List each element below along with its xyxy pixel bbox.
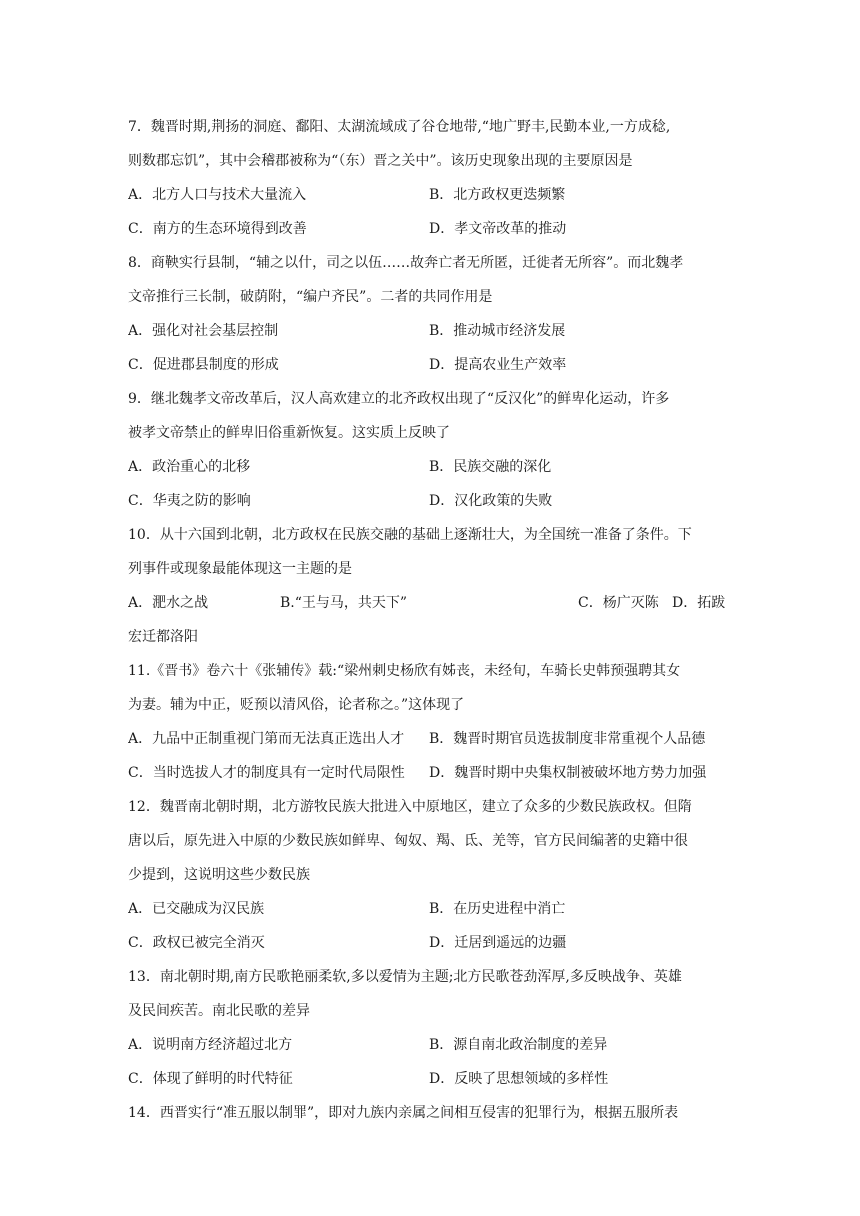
question-stem-line: 10．从十六国到北朝，北方政权在民族交融的基础上逐渐壮大，为全国统一准备了条件。下 bbox=[128, 527, 692, 543]
question-stem-line: 列事件或现象最能体现这一主题的是 bbox=[128, 561, 352, 577]
question-13 bbox=[128, 960, 733, 1096]
question-10 bbox=[128, 518, 733, 654]
question-stem-line: 12．魏晋南北朝时期，北方游牧民族大批进入中原地区，建立了众多的少数民族政权。但隋 bbox=[128, 799, 692, 815]
option-row bbox=[128, 892, 733, 926]
question-8 bbox=[128, 246, 733, 382]
question-7 bbox=[128, 110, 733, 246]
question-stem-line: 文帝推行三长制，破荫附，“编户齐民”。二者的共同作用是 bbox=[128, 289, 493, 305]
option-c: C．南方的生态环境得到改善 bbox=[128, 221, 307, 237]
option-d: D．迁居到遥远的边疆 bbox=[429, 935, 567, 951]
option-d-continuation: 宏迁都洛阳 bbox=[128, 629, 198, 645]
option-row bbox=[128, 1062, 733, 1096]
option-a: A．已交融成为汉民族 bbox=[128, 901, 265, 917]
option-row bbox=[128, 756, 733, 790]
question-stem-line: 少提到，这说明这些少数民族 bbox=[128, 867, 310, 883]
question-stem-line: 8．商鞅实行县制，“辅之以什，司之以伍……故奔亡者无所匿，迁徙者无所容”。而北魏孝 bbox=[128, 255, 684, 271]
option-c: C．华夷之防的影响 bbox=[128, 493, 251, 509]
question-14 bbox=[128, 1096, 733, 1130]
question-11 bbox=[128, 654, 733, 790]
question-stem-line: 则数郡忘饥”，其中会稽郡被称为“（东）晋之关中”。该历史现象出现的主要原因是 bbox=[128, 153, 633, 169]
option-row bbox=[128, 484, 733, 518]
option-c: C．促进郡县制度的形成 bbox=[128, 357, 279, 373]
question-stem-line: 13．南北朝时期,南方民歌艳丽柔软,多以爱情为主题;北方民歌苍劲浑厚,多反映战争、英雄 bbox=[128, 969, 682, 985]
option-d: D．拓跋 bbox=[672, 595, 726, 611]
option-c: C．当时选拔人才的制度具有一定时代局限性 bbox=[128, 765, 405, 781]
option-a: A．淝水之战 bbox=[128, 595, 209, 611]
option-c: C．政权已被完全消灭 bbox=[128, 935, 265, 951]
option-b: B．魏晋时期官员选拔制度非常重视个人品德 bbox=[429, 731, 706, 747]
question-9 bbox=[128, 382, 733, 518]
option-row bbox=[128, 212, 733, 246]
question-12 bbox=[128, 790, 733, 960]
question-stem-line: 11.《晋书》卷六十《张辅传》载:“梁州刺史杨欣有姊丧，未经旬，车骑长史韩预强聘其女 bbox=[128, 663, 681, 679]
question-stem-line: 7．魏晋时期,荆扬的洞庭、鄱阳、太湖流域成了谷仓地带,“地广野丰,民勤本业,一方成稔, bbox=[128, 119, 671, 135]
question-stem-line: 为妻。辅为中正，贬预以清风俗，论者称之。”这体现了 bbox=[128, 697, 465, 713]
option-b: B．推动城市经济发展 bbox=[429, 323, 566, 339]
option-b: B．在历史进程中消亡 bbox=[429, 901, 566, 917]
option-d: D．汉化政策的失败 bbox=[429, 493, 553, 509]
question-list bbox=[128, 110, 733, 1130]
option-row bbox=[128, 348, 733, 382]
option-row bbox=[128, 586, 733, 620]
question-stem-line: 被孝文帝禁止的鲜卑旧俗重新恢复。这实质上反映了 bbox=[128, 425, 450, 441]
option-b: B．北方政权更迭频繁 bbox=[429, 187, 566, 203]
option-row bbox=[128, 178, 733, 212]
option-row bbox=[128, 722, 733, 756]
option-a: A．说明南方经济超过北方 bbox=[128, 1037, 293, 1053]
option-b: B．源自南北政治制度的差异 bbox=[429, 1037, 608, 1053]
question-stem-line: 及民间疾苦。南北民歌的差异 bbox=[128, 1003, 310, 1019]
option-d: D．孝文帝改革的推动 bbox=[429, 221, 567, 237]
option-row bbox=[128, 450, 733, 484]
option-a: A．九品中正制重视门第而无法真正选出人才 bbox=[128, 731, 405, 747]
question-stem-line: 14．西晋实行“准五服以制罪”，即对九族内亲属之间相互侵害的犯罪行为，根据五服所表 bbox=[128, 1105, 679, 1121]
option-d: D．反映了思想领域的多样性 bbox=[429, 1071, 609, 1087]
option-row bbox=[128, 1028, 733, 1062]
option-row bbox=[128, 926, 733, 960]
option-a: A．政治重心的北移 bbox=[128, 459, 251, 475]
option-row bbox=[128, 314, 733, 348]
option-c: C．杨广灭陈 bbox=[578, 595, 659, 611]
option-d: D．提高农业生产效率 bbox=[429, 357, 567, 373]
option-d: D．魏晋时期中央集权制被破坏地方势力加强 bbox=[429, 765, 707, 781]
question-stem-line: 唐以后，原先进入中原的少数民族如鲜卑、匈奴、羯、氐、羌等，官方民间编著的史籍中很 bbox=[128, 833, 688, 849]
option-b: B．民族交融的深化 bbox=[429, 459, 552, 475]
option-a: A．北方人口与技术大量流入 bbox=[128, 187, 307, 203]
question-stem-line: 9．继北魏孝文帝改革后，汉人高欢建立的北齐政权出现了“反汉化”的鲜卑化运动，许多 bbox=[128, 391, 670, 407]
option-a: A．强化对社会基层控制 bbox=[128, 323, 279, 339]
option-c: C．体现了鲜明的时代特征 bbox=[128, 1071, 293, 1087]
option-b: B.“王与马，共天下” bbox=[280, 595, 408, 611]
